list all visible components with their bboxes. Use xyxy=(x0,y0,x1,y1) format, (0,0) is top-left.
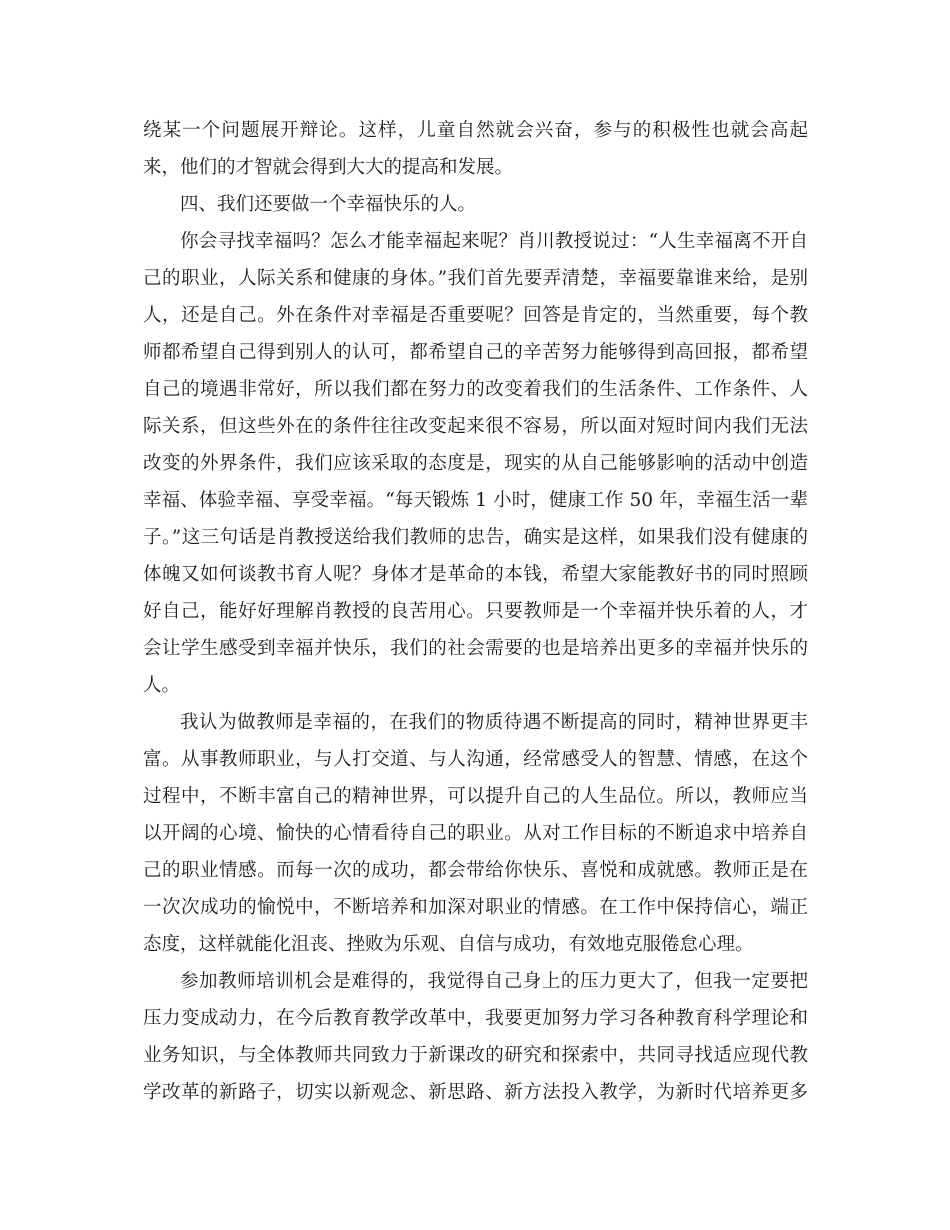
text-line: 富。从事教师职业，与人打交道、与人沟通，经常感受人的智慧、情感，在这个 xyxy=(143,749,808,770)
text-line: 以开阔的心境、愉快的心情看待自己的职业。从对工作目标的不断追求中培养自 xyxy=(143,823,808,844)
text-line: 绕某一个问题展开辩论。这样，儿童自然就会兴奋，参与的积极性也就会高起 xyxy=(143,120,808,141)
text-line: 会让学生感受到幸福并快乐，我们的社会需要的也是培养出更多的幸福并快乐的 xyxy=(143,638,808,659)
document-body xyxy=(143,112,808,1111)
paragraph-happiness xyxy=(143,223,808,704)
text-line: 自己的境遇非常好，所以我们都在努力的改变着我们的生活条件、工作条件、人 xyxy=(143,379,808,400)
text-line: 改变的外界条件，我们应该采取的态度是，现实的从自己能够影响的活动中创造 xyxy=(143,453,808,474)
text-line: 己的职业情感。而每一次的成功，都会带给你快乐、喜悦和成就感。教师正是在 xyxy=(143,860,808,881)
text-line: 学改革的新路子，切实以新观念、新思路、新方法投入教学，为新时代培养更多 xyxy=(143,1082,808,1103)
text-line: 人。 xyxy=(143,675,181,696)
paragraph-teacher-happiness xyxy=(143,704,808,963)
paragraph-training xyxy=(143,963,808,1111)
text-line: 体魄又如何谈教书育人呢？身体才是革命的本钱，希望大家能教好书的同时照顾 xyxy=(143,564,808,585)
text-line: 己的职业，人际关系和健康的身体。”我们首先要弄清楚，幸福要靠谁来给，是别 xyxy=(143,268,808,289)
text-line: 参加教师培训机会是难得的，我觉得自己身上的压力更大了，但我一定要把 xyxy=(180,971,808,992)
text-line: 来，他们的才智就会得到大大的提高和发展。 xyxy=(143,157,514,178)
text-line: 幸福、体验幸福、享受幸福。“每天锻炼 1 小时，健康工作 50 年，幸福生活一辈 xyxy=(143,490,808,511)
text-line: 我认为做教师是幸福的，在我们的物质待遇不断提高的同时，精神世界更丰 xyxy=(180,712,808,733)
text-line: 业务知识，与全体教师共同致力于新课改的研究和探索中，共同寻找适应现代教 xyxy=(143,1045,808,1066)
text-line: 一次次成功的愉悦中，不断培养和加深对职业的情感。在工作中保持信心，端正 xyxy=(143,897,808,918)
text-line: 压力变成动力，在今后教育教学改革中，我要更加努力学习各种教育科学理论和 xyxy=(143,1008,808,1029)
paragraph-continuation xyxy=(143,112,808,186)
text-line: 四、我们还要做一个幸福快乐的人。 xyxy=(180,194,477,215)
text-line: 子。”这三句话是肖教授送给我们教师的忠告，确实是这样，如果我们没有健康的 xyxy=(143,527,808,548)
text-line: 人，还是自己。外在条件对幸福是否重要呢？回答是肯定的，当然重要，每个教 xyxy=(143,305,808,326)
text-line: 你会寻找幸福吗？怎么才能幸福起来呢？肖川教授说过：“人生幸福离不开自 xyxy=(180,231,808,252)
text-line: 好自己，能好好理解肖教授的良苦用心。只要教师是一个幸福并快乐着的人，才 xyxy=(143,601,808,622)
text-line: 过程中，不断丰富自己的精神世界，可以提升自己的人生品位。所以，教师应当 xyxy=(143,786,808,807)
text-line: 师都希望自己得到别人的认可，都希望自己的辛苦努力能够得到高回报，都希望 xyxy=(143,342,808,363)
text-line: 态度，这样就能化沮丧、挫败为乐观、自信与成功，有效地克服倦怠心理。 xyxy=(143,934,754,955)
text-line: 际关系，但这些外在的条件往往改变起来很不容易，所以面对短时间内我们无法 xyxy=(143,416,808,437)
section-heading xyxy=(143,186,808,223)
